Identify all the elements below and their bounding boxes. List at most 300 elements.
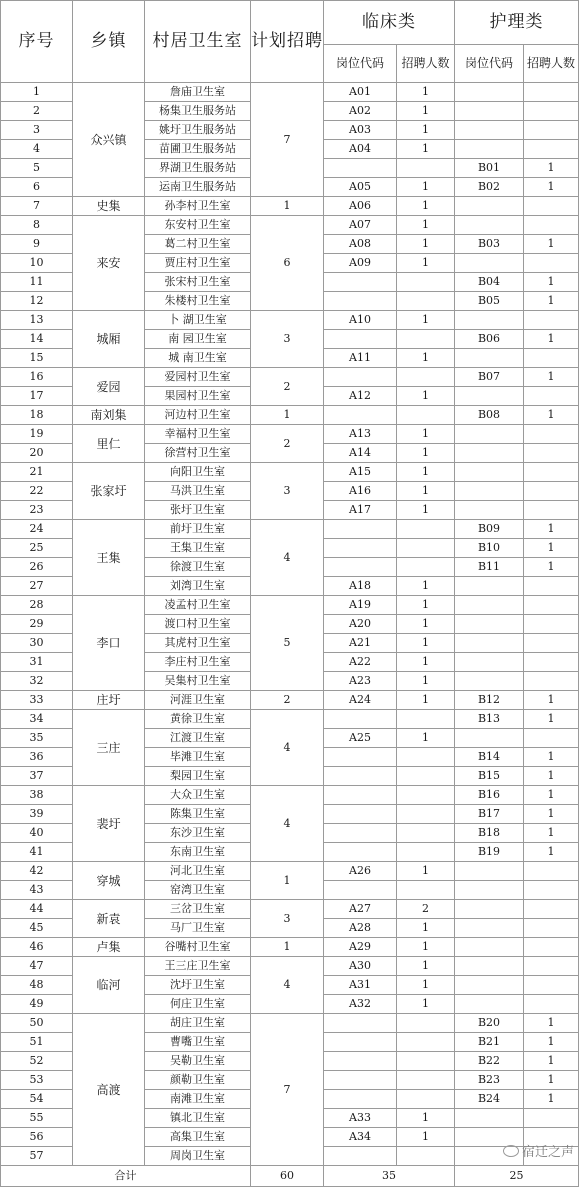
town-cell: 张家圩 <box>73 463 145 520</box>
clinical-post-code: A01 <box>324 83 397 102</box>
clinical-post-code: A34 <box>324 1128 397 1147</box>
clinic-name: 朱楼村卫生室 <box>145 292 251 311</box>
clinical-hire-count <box>397 330 455 349</box>
clinical-hire-count <box>397 1090 455 1109</box>
nursing-post-code <box>455 862 524 881</box>
clinic-name: 渡口村卫生室 <box>145 615 251 634</box>
table-row <box>1 957 579 976</box>
table-row <box>1 691 579 710</box>
nursing-post-code <box>455 596 524 615</box>
nursing-hire-count: 1 <box>524 748 579 767</box>
clinical-post-code <box>324 1014 397 1033</box>
clinical-post-code <box>324 786 397 805</box>
header-nursing-hire-count: 招聘人数 <box>524 45 579 83</box>
nursing-post-code <box>455 102 524 121</box>
nursing-post-code: B09 <box>455 520 524 539</box>
row-seq: 40 <box>1 824 73 843</box>
town-cell: 众兴镇 <box>73 83 145 197</box>
watermark <box>503 1141 574 1160</box>
row-seq: 50 <box>1 1014 73 1033</box>
clinic-name: 河北卫生室 <box>145 862 251 881</box>
clinical-post-code <box>324 881 397 900</box>
town-cell: 穿城 <box>73 862 145 900</box>
clinical-hire-count <box>397 520 455 539</box>
table-row <box>1 710 579 729</box>
clinic-name: 幸福村卫生室 <box>145 425 251 444</box>
nursing-hire-count <box>524 615 579 634</box>
clinic-name: 徐营村卫生室 <box>145 444 251 463</box>
nursing-hire-count <box>524 102 579 121</box>
nursing-post-code: B18 <box>455 824 524 843</box>
nursing-hire-count <box>524 919 579 938</box>
clinical-hire-count: 1 <box>397 653 455 672</box>
nursing-post-code <box>455 197 524 216</box>
row-seq: 23 <box>1 501 73 520</box>
clinic-name: 大众卫生室 <box>145 786 251 805</box>
row-seq: 14 <box>1 330 73 349</box>
town-cell: 庄圩 <box>73 691 145 710</box>
nursing-post-code: B17 <box>455 805 524 824</box>
clinic-name: 李庄村卫生室 <box>145 653 251 672</box>
clinic-name: 陈集卫生室 <box>145 805 251 824</box>
clinic-name: 姚圩卫生服务站 <box>145 121 251 140</box>
row-seq: 20 <box>1 444 73 463</box>
nursing-hire-count: 1 <box>524 767 579 786</box>
clinic-name: 梨园卫生室 <box>145 767 251 786</box>
nursing-hire-count <box>524 900 579 919</box>
row-seq: 28 <box>1 596 73 615</box>
clinic-name: 果园村卫生室 <box>145 387 251 406</box>
clinic-name: 江渡卫生室 <box>145 729 251 748</box>
clinic-name: 毕滩卫生室 <box>145 748 251 767</box>
nursing-hire-count: 1 <box>524 1052 579 1071</box>
clinical-post-code: A05 <box>324 178 397 197</box>
plan-cell: 4 <box>251 520 324 596</box>
town-cell: 王集 <box>73 520 145 596</box>
clinic-name: 南 园卫生室 <box>145 330 251 349</box>
nursing-post-code <box>455 425 524 444</box>
nursing-hire-count <box>524 577 579 596</box>
table-row <box>1 786 579 805</box>
clinical-post-code <box>324 843 397 862</box>
clinic-name: 南滩卫生室 <box>145 1090 251 1109</box>
clinical-hire-count: 1 <box>397 311 455 330</box>
nursing-post-code: B19 <box>455 843 524 862</box>
nursing-post-code: B14 <box>455 748 524 767</box>
clinical-post-code: A15 <box>324 463 397 482</box>
nursing-post-code <box>455 121 524 140</box>
clinical-hire-count: 1 <box>397 634 455 653</box>
clinical-post-code: A12 <box>324 387 397 406</box>
nursing-post-code <box>455 634 524 653</box>
table-row <box>1 311 579 330</box>
clinic-name: 马厂卫生室 <box>145 919 251 938</box>
row-seq: 46 <box>1 938 73 957</box>
nursing-post-code <box>455 881 524 900</box>
clinical-post-code <box>324 292 397 311</box>
clinical-hire-count: 1 <box>397 729 455 748</box>
nursing-post-code <box>455 254 524 273</box>
row-seq: 47 <box>1 957 73 976</box>
town-cell: 李口 <box>73 596 145 691</box>
plan-cell: 1 <box>251 197 324 216</box>
clinic-name: 张宋村卫生室 <box>145 273 251 292</box>
town-cell: 临河 <box>73 957 145 1014</box>
clinical-hire-count: 1 <box>397 140 455 159</box>
nursing-hire-count <box>524 501 579 520</box>
header-town: 乡镇 <box>73 1 145 83</box>
clinical-post-code: A11 <box>324 349 397 368</box>
row-seq: 13 <box>1 311 73 330</box>
nursing-hire-count <box>524 140 579 159</box>
clinical-hire-count: 1 <box>397 102 455 121</box>
row-seq: 6 <box>1 178 73 197</box>
nursing-hire-count: 1 <box>524 1033 579 1052</box>
row-seq: 9 <box>1 235 73 254</box>
table-row <box>1 900 579 919</box>
clinical-hire-count: 1 <box>397 425 455 444</box>
plan-cell: 7 <box>251 1014 324 1166</box>
clinic-name: 曹嘴卫生室 <box>145 1033 251 1052</box>
header-nursing-post-code: 岗位代码 <box>455 45 524 83</box>
nursing-post-code: B07 <box>455 368 524 387</box>
plan-cell: 1 <box>251 938 324 957</box>
clinical-hire-count <box>397 1147 455 1166</box>
town-cell: 新袁 <box>73 900 145 938</box>
plan-cell: 1 <box>251 406 324 425</box>
clinic-name: 沈圩卫生室 <box>145 976 251 995</box>
table-row <box>1 197 579 216</box>
clinic-name: 爱园村卫生室 <box>145 368 251 387</box>
nursing-hire-count: 1 <box>524 1014 579 1033</box>
row-seq: 56 <box>1 1128 73 1147</box>
row-seq: 27 <box>1 577 73 596</box>
row-seq: 16 <box>1 368 73 387</box>
nursing-post-code <box>455 463 524 482</box>
plan-cell: 2 <box>251 368 324 406</box>
nursing-post-code <box>455 976 524 995</box>
plan-cell: 3 <box>251 463 324 520</box>
town-cell: 南刘集 <box>73 406 145 425</box>
clinical-post-code: A08 <box>324 235 397 254</box>
nursing-post-code <box>455 140 524 159</box>
clinical-post-code <box>324 748 397 767</box>
row-seq: 33 <box>1 691 73 710</box>
clinic-name: 黄徐卫生室 <box>145 710 251 729</box>
clinical-post-code: A02 <box>324 102 397 121</box>
clinical-hire-count: 1 <box>397 919 455 938</box>
table-row <box>1 406 579 425</box>
nursing-hire-count <box>524 311 579 330</box>
row-seq: 51 <box>1 1033 73 1052</box>
clinical-hire-count: 1 <box>397 197 455 216</box>
row-seq: 29 <box>1 615 73 634</box>
clinical-post-code: A06 <box>324 197 397 216</box>
nursing-hire-count <box>524 254 579 273</box>
row-seq: 15 <box>1 349 73 368</box>
clinical-hire-count: 1 <box>397 482 455 501</box>
clinical-post-code: A26 <box>324 862 397 881</box>
header-clinical: 临床类 <box>324 1 455 45</box>
table-row <box>1 425 579 444</box>
clinical-hire-count <box>397 406 455 425</box>
nursing-hire-count <box>524 349 579 368</box>
clinical-post-code: A09 <box>324 254 397 273</box>
nursing-post-code <box>455 919 524 938</box>
plan-cell: 1 <box>251 862 324 900</box>
row-seq: 30 <box>1 634 73 653</box>
clinical-post-code: A23 <box>324 672 397 691</box>
clinical-hire-count: 1 <box>397 444 455 463</box>
clinical-hire-count <box>397 292 455 311</box>
nursing-hire-count: 1 <box>524 558 579 577</box>
row-seq: 4 <box>1 140 73 159</box>
clinical-hire-count: 1 <box>397 976 455 995</box>
clinic-name: 镇北卫生室 <box>145 1109 251 1128</box>
nursing-post-code <box>455 938 524 957</box>
town-cell: 卢集 <box>73 938 145 957</box>
clinical-post-code <box>324 1052 397 1071</box>
row-seq: 5 <box>1 159 73 178</box>
clinical-post-code: A21 <box>324 634 397 653</box>
clinical-hire-count <box>397 368 455 387</box>
nursing-hire-count <box>524 729 579 748</box>
clinic-name: 詹庙卫生室 <box>145 83 251 102</box>
clinical-post-code: A10 <box>324 311 397 330</box>
clinical-post-code <box>324 805 397 824</box>
clinic-name: 周岗卫生室 <box>145 1147 251 1166</box>
clinical-hire-count: 1 <box>397 938 455 957</box>
total-row <box>1 1166 579 1187</box>
clinic-name: 谷嘴村卫生室 <box>145 938 251 957</box>
clinical-hire-count: 1 <box>397 577 455 596</box>
wechat-icon <box>503 1145 519 1157</box>
nursing-hire-count: 1 <box>524 292 579 311</box>
nursing-hire-count: 1 <box>524 273 579 292</box>
row-seq: 41 <box>1 843 73 862</box>
nursing-hire-count: 1 <box>524 805 579 824</box>
nursing-post-code: B04 <box>455 273 524 292</box>
clinical-hire-count <box>397 767 455 786</box>
nursing-hire-count <box>524 463 579 482</box>
clinic-name: 贾庄村卫生室 <box>145 254 251 273</box>
clinic-name: 向阳卫生室 <box>145 463 251 482</box>
clinic-name: 东沙卫生室 <box>145 824 251 843</box>
nursing-hire-count: 1 <box>524 178 579 197</box>
nursing-hire-count <box>524 482 579 501</box>
clinical-post-code: A16 <box>324 482 397 501</box>
clinic-name: 杨集卫生服务站 <box>145 102 251 121</box>
nursing-hire-count <box>524 653 579 672</box>
table-row <box>1 368 579 387</box>
clinic-name: 其虎村卫生室 <box>145 634 251 653</box>
clinic-name: 孙李村卫生室 <box>145 197 251 216</box>
nursing-post-code: B05 <box>455 292 524 311</box>
clinical-post-code: A03 <box>324 121 397 140</box>
clinic-name: 卜 湖卫生室 <box>145 311 251 330</box>
clinical-hire-count <box>397 159 455 178</box>
clinical-hire-count <box>397 1033 455 1052</box>
plan-cell: 3 <box>251 311 324 368</box>
header-seq: 序号 <box>1 1 73 83</box>
row-seq: 45 <box>1 919 73 938</box>
nursing-hire-count <box>524 672 579 691</box>
row-seq: 12 <box>1 292 73 311</box>
clinic-name: 三岔卫生室 <box>145 900 251 919</box>
row-seq: 55 <box>1 1109 73 1128</box>
clinical-post-code: A04 <box>324 140 397 159</box>
total-label: 合计 <box>1 1166 251 1187</box>
clinic-name: 张圩卫生室 <box>145 501 251 520</box>
row-seq: 25 <box>1 539 73 558</box>
table-row <box>1 1014 579 1033</box>
nursing-post-code: B02 <box>455 178 524 197</box>
plan-cell: 4 <box>251 786 324 862</box>
nursing-post-code: B22 <box>455 1052 524 1071</box>
clinical-post-code: A27 <box>324 900 397 919</box>
row-seq: 2 <box>1 102 73 121</box>
nursing-hire-count <box>524 881 579 900</box>
clinical-post-code: A33 <box>324 1109 397 1128</box>
plan-cell: 2 <box>251 425 324 463</box>
clinical-hire-count: 1 <box>397 995 455 1014</box>
nursing-hire-count <box>524 121 579 140</box>
clinic-name: 刘湾卫生室 <box>145 577 251 596</box>
nursing-hire-count: 1 <box>524 368 579 387</box>
nursing-hire-count: 1 <box>524 691 579 710</box>
row-seq: 34 <box>1 710 73 729</box>
clinical-post-code <box>324 406 397 425</box>
clinical-hire-count <box>397 539 455 558</box>
nursing-hire-count <box>524 634 579 653</box>
nursing-hire-count: 1 <box>524 520 579 539</box>
row-seq: 49 <box>1 995 73 1014</box>
nursing-post-code: B12 <box>455 691 524 710</box>
nursing-hire-count <box>524 862 579 881</box>
clinical-post-code: A31 <box>324 976 397 995</box>
clinic-name: 葛二村卫生室 <box>145 235 251 254</box>
row-seq: 1 <box>1 83 73 102</box>
clinical-hire-count: 1 <box>397 235 455 254</box>
nursing-post-code: B15 <box>455 767 524 786</box>
clinical-post-code <box>324 710 397 729</box>
clinical-post-code: A25 <box>324 729 397 748</box>
plan-cell: 3 <box>251 900 324 938</box>
clinic-name: 河边村卫生室 <box>145 406 251 425</box>
clinical-post-code <box>324 273 397 292</box>
row-seq: 17 <box>1 387 73 406</box>
clinic-name: 东安村卫生室 <box>145 216 251 235</box>
row-seq: 3 <box>1 121 73 140</box>
nursing-post-code <box>455 672 524 691</box>
plan-cell: 7 <box>251 83 324 197</box>
clinical-post-code: A22 <box>324 653 397 672</box>
nursing-post-code: B20 <box>455 1014 524 1033</box>
clinical-hire-count <box>397 843 455 862</box>
table-row <box>1 83 579 102</box>
row-seq: 8 <box>1 216 73 235</box>
clinical-hire-count: 1 <box>397 691 455 710</box>
row-seq: 18 <box>1 406 73 425</box>
row-seq: 38 <box>1 786 73 805</box>
clinical-hire-count <box>397 824 455 843</box>
clinical-hire-count <box>397 710 455 729</box>
clinical-post-code: A30 <box>324 957 397 976</box>
nursing-post-code <box>455 444 524 463</box>
clinical-post-code <box>324 330 397 349</box>
row-seq: 39 <box>1 805 73 824</box>
nursing-post-code <box>455 729 524 748</box>
nursing-hire-count <box>524 425 579 444</box>
clinical-hire-count: 1 <box>397 1128 455 1147</box>
row-seq: 31 <box>1 653 73 672</box>
nursing-hire-count <box>524 596 579 615</box>
nursing-post-code <box>455 653 524 672</box>
nursing-post-code <box>455 995 524 1014</box>
row-seq: 36 <box>1 748 73 767</box>
nursing-hire-count <box>524 444 579 463</box>
header-clinic: 村居卫生室 <box>145 1 251 83</box>
clinical-hire-count <box>397 558 455 577</box>
nursing-post-code <box>455 387 524 406</box>
row-seq: 52 <box>1 1052 73 1071</box>
row-seq: 11 <box>1 273 73 292</box>
row-seq: 53 <box>1 1071 73 1090</box>
town-cell: 三庄 <box>73 710 145 786</box>
plan-cell: 4 <box>251 957 324 1014</box>
clinical-hire-count <box>397 1052 455 1071</box>
nursing-hire-count <box>524 957 579 976</box>
total-plan: 60 <box>251 1166 324 1187</box>
table-row <box>1 596 579 615</box>
nursing-post-code <box>455 216 524 235</box>
nursing-post-code <box>455 1109 524 1128</box>
nursing-post-code: B24 <box>455 1090 524 1109</box>
nursing-hire-count <box>524 995 579 1014</box>
clinic-name: 河涯卫生室 <box>145 691 251 710</box>
town-cell: 里仁 <box>73 425 145 463</box>
clinic-name: 窑湾卫生室 <box>145 881 251 900</box>
nursing-hire-count <box>524 976 579 995</box>
clinical-post-code: A14 <box>324 444 397 463</box>
table-row <box>1 216 579 235</box>
clinical-post-code <box>324 767 397 786</box>
clinical-hire-count <box>397 273 455 292</box>
clinic-name: 徐渡卫生室 <box>145 558 251 577</box>
row-seq: 42 <box>1 862 73 881</box>
nursing-hire-count: 1 <box>524 406 579 425</box>
table-body <box>1 83 579 1166</box>
header-clinical-hire-count: 招聘人数 <box>397 45 455 83</box>
header-clinical-post-code: 岗位代码 <box>324 45 397 83</box>
clinical-hire-count: 1 <box>397 121 455 140</box>
clinical-hire-count: 1 <box>397 957 455 976</box>
nursing-hire-count <box>524 83 579 102</box>
clinical-hire-count <box>397 1071 455 1090</box>
nursing-hire-count <box>524 197 579 216</box>
plan-cell: 2 <box>251 691 324 710</box>
nursing-hire-count: 1 <box>524 786 579 805</box>
clinical-post-code <box>324 1033 397 1052</box>
clinical-post-code: A13 <box>324 425 397 444</box>
clinical-post-code <box>324 1071 397 1090</box>
table-row <box>1 463 579 482</box>
nursing-hire-count: 1 <box>524 824 579 843</box>
table-row <box>1 938 579 957</box>
nursing-post-code: B23 <box>455 1071 524 1090</box>
town-cell: 裴圩 <box>73 786 145 862</box>
nursing-post-code: B08 <box>455 406 524 425</box>
